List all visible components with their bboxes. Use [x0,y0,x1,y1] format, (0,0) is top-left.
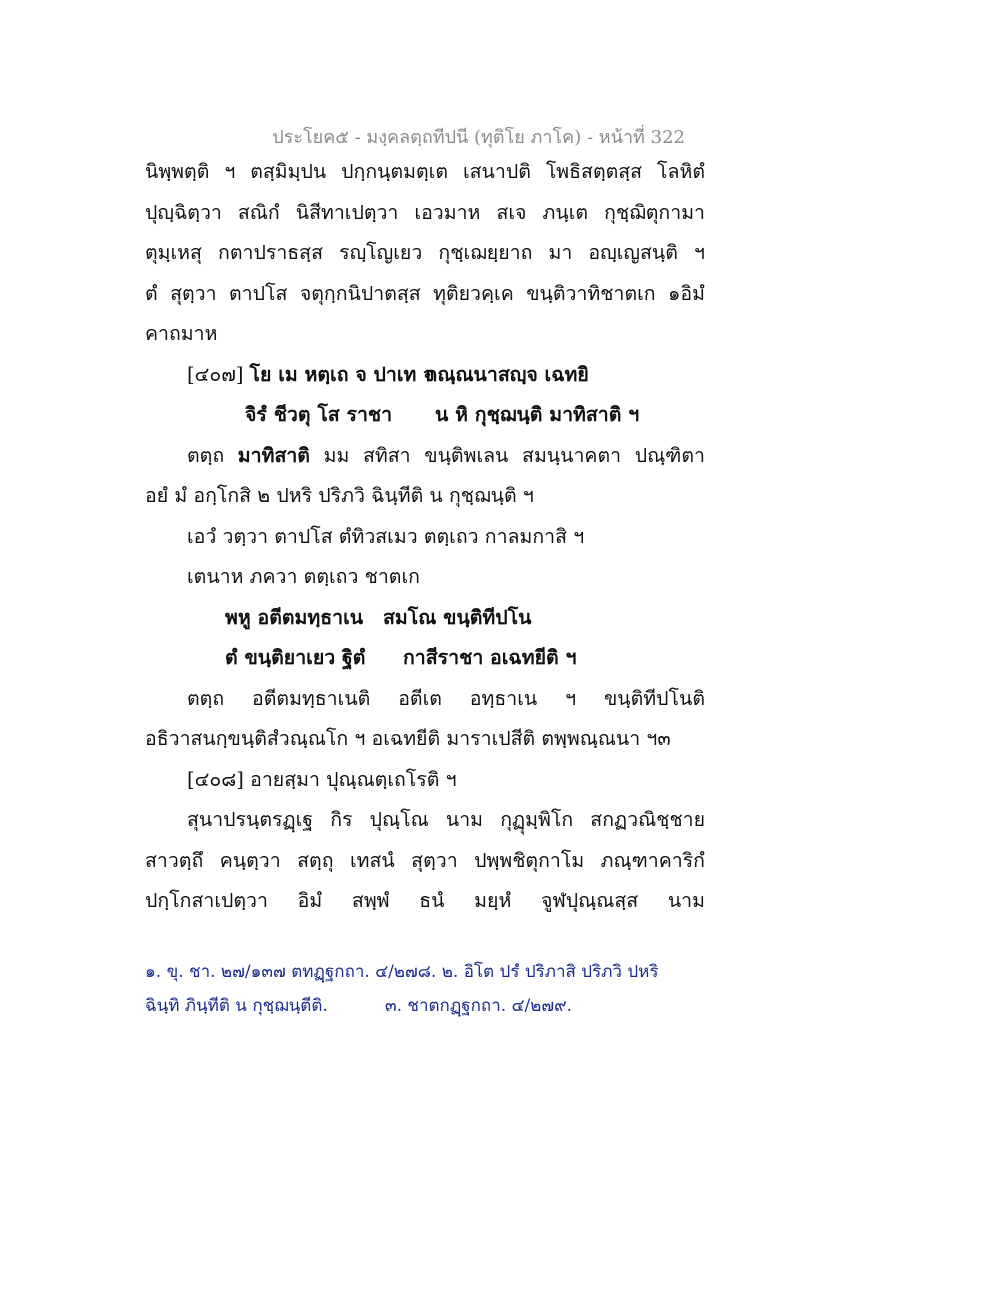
verse-text: กาสีราชา อเฉทยีติ ฯ [403,646,577,669]
verse-text: โย เม หตฺเถ จ ปาเท จ [249,362,435,386]
verse-text: ตํ ขนฺติยาเยว ฐิตํ [225,646,366,669]
verse-line [145,395,705,436]
text-line: นิพฺพตฺติ ฯ ตสฺมิมฺปน ปกฺกนฺตมตฺเต เสนาปติ โพธิสตฺตสฺส โลหิตํ [145,160,705,183]
text-line: เอวํ วตฺวา ตาปโส ตํทิวสเมว ตตฺเถว กาลมกาสิ ฯ [187,524,585,548]
text-line: คาถมาห [145,322,218,345]
text-line: อธิวาสนกฺขนฺติสํวณฺณโก ฯ อเฉทยีติ มาราเปสีติ ตพฺพณฺณนา ฯ๓ [145,727,671,750]
verse-text: น หิ กุชฺฌนฺติ มาทิสาติ ฯ [435,403,640,426]
verse-text: กณฺณนาสญฺจ เฉทยิ [425,362,589,386]
text-line: อยํ มํ อกฺโกสิ ๒ ปหริ ปริภวิ ฉินฺทีติ น กุชฺฌนฺติ ฯ [145,484,534,507]
footnote-text: ๓. ชาตกฏฺฐกถา. ๔/๒๗๙. [385,996,573,1016]
text-line: ปกฺโกสาเปตฺวา อิมํ สพฺพํ ธนํ มยฺหํ จูฬปุณฺณสฺส นาม [145,889,705,912]
body-text [145,152,705,922]
verse-text: จิรํ ชีวตุ โส ราชา [245,403,393,426]
page-header: ประโยค๕ - มงฺคลตฺถทีปนี (ทุติโย ภาโค) - หน้าที่ 322 [272,127,685,148]
text-line: [๔๐๘] อายสฺมา ปุณฺณตฺเถโรติ ฯ [187,767,457,791]
footnote-text: ฉินฺทิ ภินฺทีติ น กุชฺฌนฺตีติ. [145,996,328,1016]
footnote-line: ๑. ขุ. ชา. ๒๗/๑๓๗ ตทฏฺฐกถา. ๔/๒๗๘. ๒. อิโต ปรํ ปริภาสิ ปริภวิ ปหริ [145,962,659,982]
verse-line [145,638,705,679]
text-line: ปุญฺฉิตฺวา สณิกํ นิสีทาเปตฺวา เอวมาห สเจ ภนฺเต กุชฺฌิตุกามา [145,200,705,224]
emphasis-term: มาทิสาติ [237,443,310,467]
verse-text: สมโณ ขนฺติทีปโน [383,605,532,629]
text-line: ตตฺถ อตีตมทฺธาเนติ อตีเต อทฺธาเน ฯ ขนฺติทีปโนติ [187,686,705,710]
text-line: สาวตฺถึ คนฺตฺวา สตฺถุ เทสนํ สุตฺวา ปพฺพชิตุกาโม ภณฺฑาคาริกํ [145,848,705,872]
text-line: ตตฺถ มาทิสาติ มม สทิสา ขนฺติพเลน สมนฺนาคตา ปณฺฑิตา [187,443,705,467]
text-line: ตํ สุตฺวา ตาปโส จตุกฺกนิปาตสฺส ทุติยวคฺเค ขนฺติวาทิชาตเก ๑อิมํ [145,281,705,305]
verse-number: [๔๐๗] [187,362,244,386]
footnote-line [145,989,705,1023]
text-line: ตุมฺเหสุ กตาปราธสฺส รญฺโญเยว กุชฺเฌยฺยาถ มา อญฺเญสนฺติ ฯ [145,241,705,264]
text-line: สุนาปรนฺตรฏฺเฐ กิร ปุณฺโณ นาม กุฏุมฺพิโก สกฏวณิชฺชาย [187,808,705,831]
footnotes [145,955,705,1023]
verse-text: พหู อตีตมทฺธาเน [225,605,364,629]
verse-line [145,598,705,639]
verse-line [145,355,705,396]
text-line: เตนาห ภควา ตตฺเถว ชาตเก [187,565,420,588]
